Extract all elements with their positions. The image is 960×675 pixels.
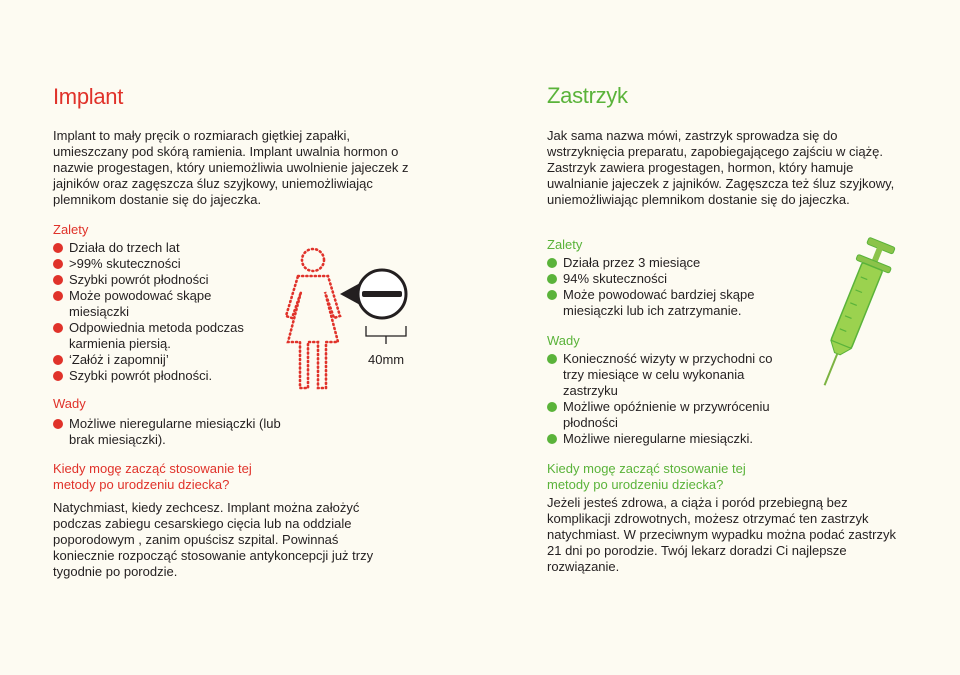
- bullet-icon: [53, 371, 63, 381]
- implant-answer: Natychmiast, kiedy zechcesz. Implant można założyć podczas zabiegu cesarskiego cięcia lub na oddziale poporodowym , zanim opuścisz szpital. Powinnaś koniecznie rozpocząć stosowanie antykoncepcji już trzy tygodnie po porodzie.: [53, 500, 374, 579]
- zastrzyk-wady-list: [547, 351, 787, 447]
- list-item: Możliwe nieregularne miesiączki.: [547, 431, 787, 447]
- bullet-icon: [53, 275, 63, 285]
- bullet-icon: [53, 323, 63, 333]
- list-item: Szybki powrót płodności.: [53, 368, 273, 384]
- implant-title: Implant: [53, 84, 124, 109]
- implant-zalety-title: Zalety: [53, 222, 89, 237]
- implant-rod-icon: [340, 266, 420, 346]
- bullet-icon: [53, 243, 63, 253]
- zastrzyk-zalety-title: Zalety: [547, 237, 583, 252]
- implant-size-label: 40mm: [368, 352, 405, 367]
- bullet-icon: [53, 419, 63, 429]
- bullet-icon: [547, 434, 557, 444]
- bullet-icon: [547, 258, 557, 268]
- bullet-icon: [547, 354, 557, 364]
- list-item: Szybki powrót płodności: [53, 272, 273, 288]
- bullet-icon: [547, 274, 557, 284]
- syringe-icon: [820, 228, 916, 396]
- zastrzyk-answer: Jeżeli jesteś zdrowa, a ciąża i poród przebiegną bez komplikacji zdrowotnych, możesz otrzymać ten zastrzyk natychmiast. W przeciwnym wypadku można podać zastrzyk 21 dni po porodzie. Twój lekarz doradzi Ci najlepsze rozwiązanie.: [547, 495, 896, 574]
- list-item: >99% skuteczności: [53, 256, 273, 272]
- list-item: Możliwe nieregularne miesiączki (lub brak miesiączki).: [53, 416, 303, 448]
- implant-intro: Implant to mały pręcik o rozmiarach giętkiej zapałki, umieszczany pod skórą ramienia. Implant uwalnia hormon o nazwie progestagen, który uniemożliwia uwolnienie jajeczek z jajników oraz zagęszcza śluz szyjkowy, uniemożliwiając plemnikom dostanie się do jajeczka.: [53, 128, 409, 207]
- zastrzyk-zalety-list: [547, 255, 777, 319]
- list-item: Działa przez 3 miesiące: [547, 255, 777, 271]
- bullet-icon: [547, 402, 557, 412]
- bullet-icon: [547, 290, 557, 300]
- bullet-icon: [53, 355, 63, 365]
- list-item: Konieczność wizyty w przychodni co trzy miesiące w celu wykonania zastrzyku: [547, 351, 787, 399]
- bullet-icon: [53, 259, 63, 269]
- list-item: Może powodować skąpe miesiączki: [53, 288, 273, 320]
- list-item: ‘Załóż i zapomnij’: [53, 352, 273, 368]
- list-item: Może powodować bardziej skąpe miesiączki lub ich zatrzymanie.: [547, 287, 777, 319]
- list-item: Odpowiednia metoda podczas karmienia piersią.: [53, 320, 273, 352]
- implant-zalety-list: [53, 240, 273, 384]
- list-item: 94% skuteczności: [547, 271, 777, 287]
- woman-figure-icon: [278, 238, 348, 390]
- implant-question: Kiedy mogę zacząć stosowanie tej metody po urodzeniu dziecka?: [53, 461, 252, 492]
- list-item: Działa do trzech lat: [53, 240, 273, 256]
- implant-wady-list: [53, 416, 303, 448]
- zastrzyk-intro: Jak sama nazwa mówi, zastrzyk sprowadza się do wstrzyknięcia preparatu, zapobiegającego zajściu w ciążę. Zastrzyk zawiera progestagen, hormon, który hamuje uwalnianie jajeczek z jajników. Zagęszcza też śluz szyjkowy, uniemożliwiając plemnikom dostanie się do jajeczka.: [547, 128, 895, 207]
- zastrzyk-wady-title: Wady: [547, 333, 580, 348]
- list-item: Możliwe opóźnienie w przywróceniu płodności: [547, 399, 787, 431]
- zastrzyk-question: Kiedy mogę zacząć stosowanie tej metody po urodzeniu dziecka?: [547, 461, 746, 492]
- implant-wady-title: Wady: [53, 396, 86, 411]
- zastrzyk-title: Zastrzyk: [547, 83, 628, 108]
- bullet-icon: [53, 291, 63, 301]
